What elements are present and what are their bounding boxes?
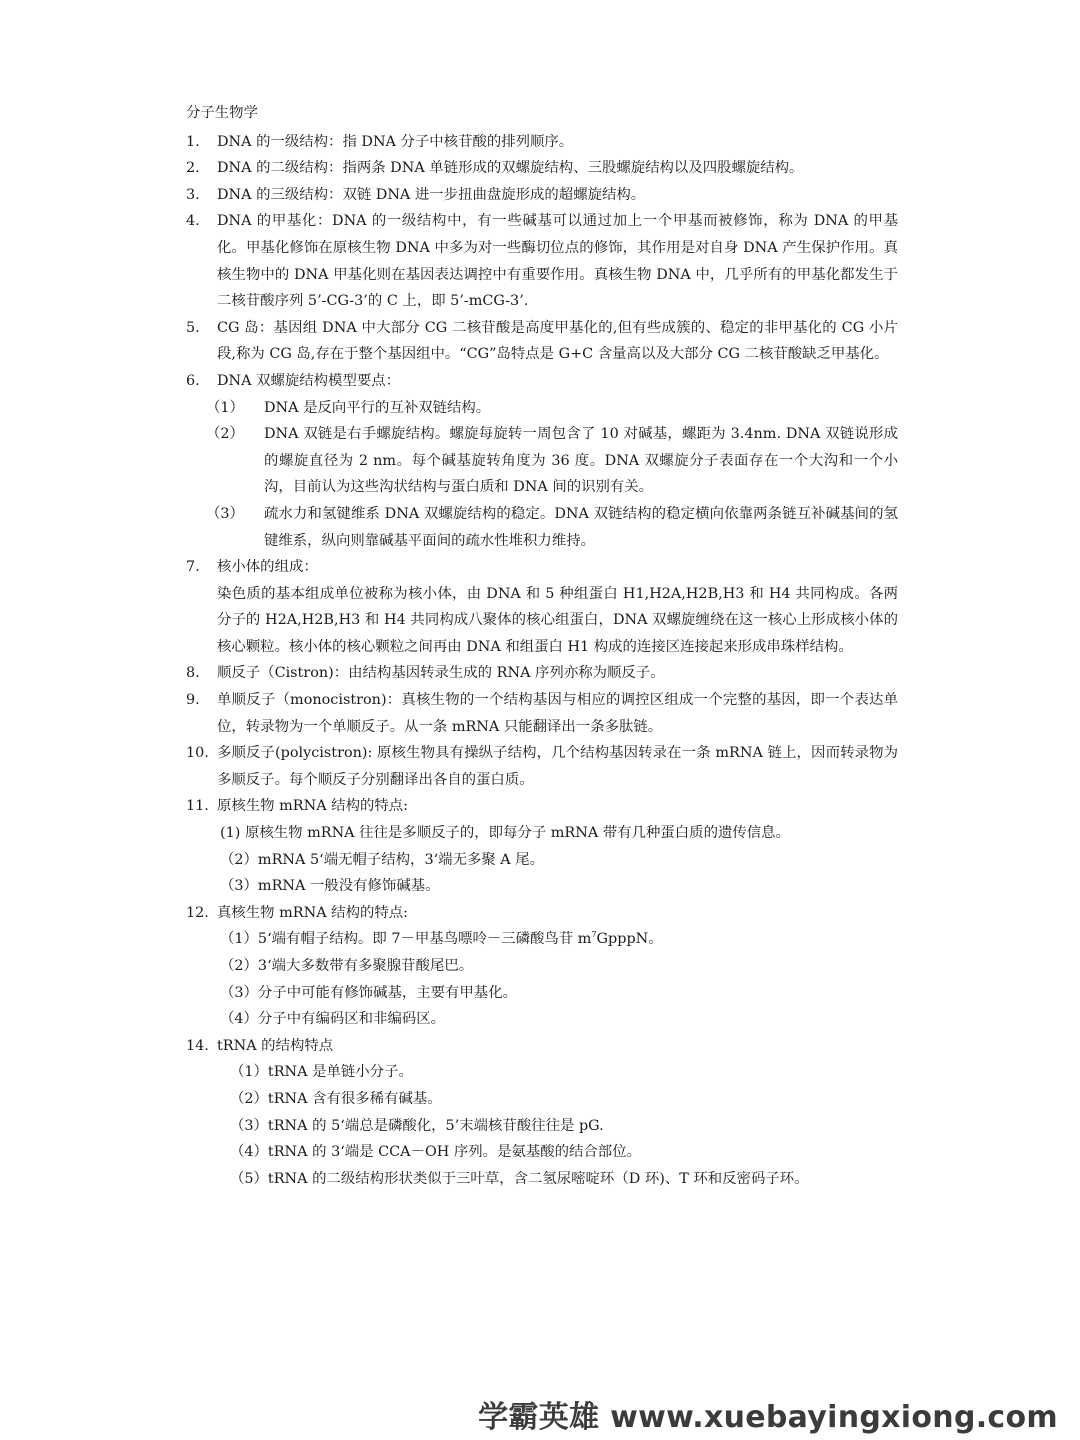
page-title: 分子生物学 — [186, 105, 258, 121]
item-text: 疏水力和氢键维系 DNA 双螺旋结构的稳定。DNA 双链结构的稳定横向依靠两条链互补碱基间的氢键维系，纵向则靠碱基平面间的疏水性堆积力维持。 — [264, 505, 898, 549]
list-item — [186, 421, 898, 501]
list-item: （3）mRNA 一般没有修饰碱基。 — [220, 878, 440, 895]
item-number: （2） — [206, 426, 244, 443]
list-item: （3）tRNA 的 5‘端总是磷酸化，5’末端核苷酸往往是 pG. — [230, 1117, 604, 1134]
section-14 — [186, 1033, 898, 1060]
section-11 — [186, 793, 898, 820]
section-10 — [186, 740, 898, 793]
list-item: （1）tRNA 是单链小分子。 — [230, 1064, 413, 1081]
section-number: 14. — [186, 1037, 209, 1054]
section-text: 顺反子（Cistron)：由结构基因转录生成的 RNA 序列亦称为顺反子。 — [217, 665, 665, 682]
list-item: （3）分子中可能有修饰碱基，主要有甲基化。 — [220, 984, 517, 1001]
list-item: （2）tRNA 含有很多稀有碱基。 — [230, 1090, 442, 1107]
item-text: DNA 双链是右手螺旋结构。螺旋每旋转一周包含了 10 对碱基，螺距为 3.4nm. DNA 双链说形成的螺旋直径为 2 nm。每个碱基旋转角度为 36 度。DNA 双螺旋分子表面存在一个大沟和一个小沟，目前认为这些沟状结构与蛋白质和 DNA 间的识别有关。 — [264, 426, 898, 496]
section-heading: 原核生物 mRNA 结构的特点: — [217, 798, 408, 815]
section-text: DNA 的三级结构：双链 DNA 进一步扭曲盘旋形成的超螺旋结构。 — [217, 186, 646, 203]
section-1 — [186, 129, 898, 156]
section-text: CG 岛：基因组 DNA 中大部分 CG 二核苷酸是高度甲基化的,但有些成簇的、稳定的非甲基化的 CG 小片段,称为 CG 岛,存在于整个基因组中。“CG”岛特点是 G+C 含量高以及大部分 CG 二核苷酸缺乏甲基化。 — [217, 319, 898, 363]
section-heading: tRNA 的结构特点 — [217, 1037, 334, 1054]
item-text: DNA 是反向平行的互补双链结构。 — [264, 399, 491, 416]
section-text: 多顺反子(polycistron): 原核生物具有操纵子结构，几个结构基因转录在一条 mRNA 链上，因而转录物为多顺反子。每个顺反子分别翻译出各自的蛋白质。 — [217, 745, 898, 788]
list-item: （2）3‘端大多数带有多聚腺苷酸尾巴。 — [220, 958, 474, 974]
section-3 — [186, 182, 898, 209]
section-number: 2. — [186, 160, 200, 177]
watermark: 学霸英雄 www.xuebayingxiong.com — [478, 1400, 1058, 1435]
list-item: （4）tRNA 的 3‘端是 CCA－OH 序列。是氨基酸的结合部位。 — [230, 1144, 641, 1161]
section-text: 单顺反子（monocistron)：真核生物的一个结构基因与相应的调控区组成一个完整的基因，即一个表达单位，转录物为一个单顺反子。从一条 mRNA 只能翻译出一条多肽链。 — [217, 692, 898, 735]
item-text: （1）5‘端有帽子结构。即 7－甲基鸟嘌呤－三磷酸鸟苷 m — [220, 931, 592, 948]
section-number: 10. — [186, 745, 209, 762]
section-number: 7. — [186, 559, 200, 576]
section-number: 4. — [186, 213, 200, 230]
list-item — [186, 395, 898, 422]
section-heading: DNA 双螺旋结构模型要点： — [217, 372, 401, 389]
superscript: 7 — [591, 930, 597, 940]
list-item: （4）分子中有编码区和非编码区。 — [220, 1011, 446, 1028]
section-text: DNA 的二级结构：指两条 DNA 单链形成的双螺旋结构、三股螺旋结构以及四股螺旋结构。 — [217, 160, 804, 177]
section-6 — [186, 368, 898, 395]
section-12 — [186, 900, 898, 927]
list-item — [186, 926, 898, 953]
document-body — [186, 100, 898, 1192]
section-5 — [186, 315, 898, 368]
section-number: 3. — [186, 186, 200, 203]
section-heading: 核小体的组成： — [217, 559, 318, 576]
section-number: 5. — [186, 319, 200, 336]
section-9 — [186, 687, 898, 740]
section-paragraph: 染色质的基本组成单位被称为核小体，由 DNA 和 5 种组蛋白 H1,H2A,H2B,H3 和 H4 共同构成。各两分子的 H2A,H2B,H3 和 H4 共同构成八聚体的核心组蛋白，DNA 双螺旋缠绕在这一核心上形成核小体的核心颗粒。核小体的核心颗粒之间再由 DNA 和组蛋白 H1 构成的连接区连接起来形成串珠样结构。 — [217, 585, 898, 655]
list-item: (1) 原核生物 mRNA 往往是多顺反子的，即每分子 mRNA 带有几种蛋白质的遗传信息。 — [220, 825, 790, 842]
section-number: 11. — [186, 798, 209, 815]
item-number: （3） — [206, 505, 244, 522]
section-number: 6. — [186, 372, 200, 389]
list-item: （5）tRNA 的二级结构形状类似于三叶草，含二氢尿嘧啶环（D 环)、T 环和反密码子环。 — [230, 1170, 809, 1187]
section-4 — [186, 208, 898, 314]
section-heading: 真核生物 mRNA 结构的特点: — [217, 904, 408, 921]
section-8 — [186, 660, 898, 687]
section-7 — [186, 554, 898, 660]
list-item: （2）mRNA 5‘端无帽子结构，3‘端无多聚 A 尾。 — [220, 851, 545, 868]
section-number: 9. — [186, 692, 200, 709]
section-2 — [186, 155, 898, 182]
item-number: （1） — [206, 399, 244, 416]
item-text-tail: GpppN。 — [596, 931, 663, 948]
section-number: 1. — [186, 133, 200, 150]
section-text: DNA 的甲基化：DNA 的一级结构中，有一些碱基可以通过加上一个甲基而被修饰，称为 DNA 的甲基化。甲基化修饰在原核生物 DNA 中多为对一些酶切位点的修饰，其作用是对自身 DNA 产生保护作用。真核生物中的 DNA 甲基化则在基因表达调控中有重要作用。真核生物 DNA 中，几乎所有的甲基化都发生于二核苷酸序列 5’-CG-3’的 C 上，即 5’-mCG-3’. — [217, 213, 898, 310]
section-text: DNA 的一级结构：指 DNA 分子中核苷酸的排列顺序。 — [217, 133, 574, 150]
section-number: 8. — [186, 665, 200, 682]
list-item — [186, 501, 898, 554]
section-number: 12. — [186, 904, 209, 921]
